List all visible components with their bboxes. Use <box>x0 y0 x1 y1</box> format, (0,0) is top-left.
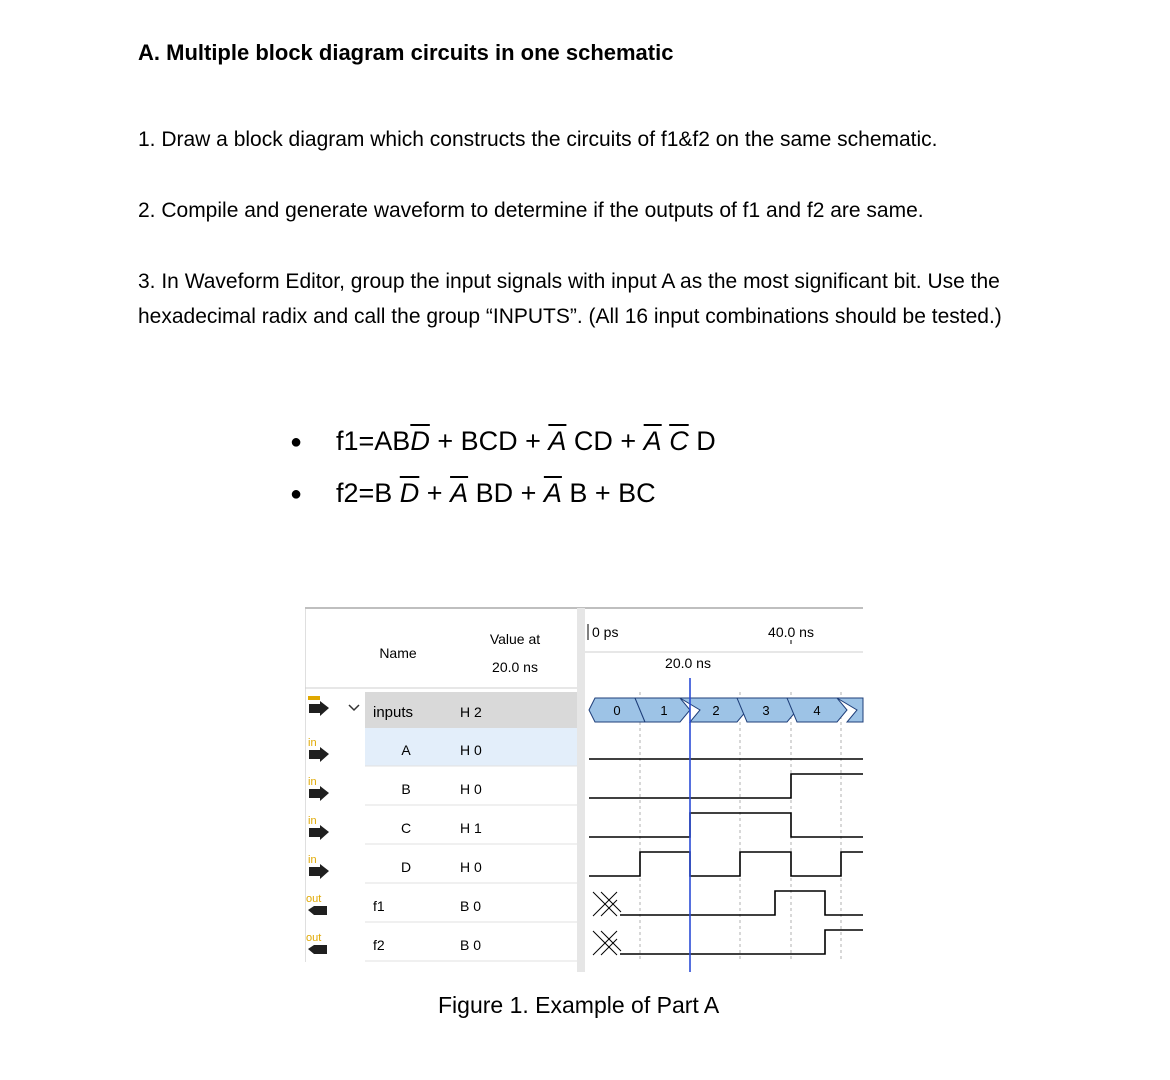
value-time-header: 20.0 ns <box>492 659 538 675</box>
formula-f2: ● f2=B $\overline{D} + \overline{A}$ BD + $\overline{A}$ B + BC <box>290 478 656 508</box>
input-pin-icon <box>308 737 329 762</box>
svg-text:out: out <box>306 893 322 905</box>
signal-name-f2: f2 <box>373 937 385 953</box>
figure-caption: Figure 1. Example of Part A <box>438 992 720 1018</box>
waveform-f1 <box>620 891 863 915</box>
waveform-c <box>589 813 863 837</box>
signal-value-f1: B 0 <box>460 898 482 914</box>
svg-text:in: in <box>308 737 317 749</box>
bus-value: 3 <box>762 703 770 718</box>
group-name: inputs <box>373 704 414 721</box>
waveform-d <box>589 852 863 876</box>
svg-text:in: in <box>308 815 317 827</box>
signal-name-f1: f1 <box>373 898 385 914</box>
task-1: 1. Draw a block diagram which constructs the circuits of f1&f2 on the same schematic. <box>138 128 938 151</box>
bus-value: 1 <box>660 703 668 718</box>
signal-value-f2: B 0 <box>460 937 482 953</box>
input-pin-icon <box>308 815 329 840</box>
waveform-b <box>589 774 863 798</box>
input-pin-icon <box>308 854 329 879</box>
time-gridlines <box>640 692 841 961</box>
formula-f1: ● $f1=AB\overline{D}$ + BCD + $\overline{A}$ CD + $\overline{A}$ $\overline{C}$ D <box>290 426 716 456</box>
group-value: H 2 <box>460 704 482 720</box>
bus-value: 2 <box>712 703 720 718</box>
waveform-editor <box>305 606 865 976</box>
signal-value-a: H 0 <box>460 742 482 758</box>
signal-name-d: D <box>400 859 412 875</box>
signal-name-a: A <box>401 742 411 758</box>
bus-value: 4 <box>813 703 821 718</box>
pane-splitter[interactable] <box>577 608 585 972</box>
output-pin-icon <box>306 932 327 954</box>
name-column-header: Name <box>379 645 417 661</box>
bullet-icon: ● <box>290 483 303 506</box>
undefined-hatch-icon <box>593 892 621 955</box>
signal-name-b: B <box>401 781 411 797</box>
time-label-0: 0 ps <box>592 624 619 640</box>
input-pin-icon <box>308 776 329 801</box>
signal-value-c: H 1 <box>460 820 482 836</box>
task-3: 3. In Waveform Editor, group the input signals with input A as the most significant bit. Use the hexadecimal radix and call the group “INPUTS”. (All 16 input combinations should be tested.) <box>138 270 1002 328</box>
inputs-bus-waveform <box>589 698 863 722</box>
task-2: 2. Compile and generate waveform to determine if the outputs of f1 and f2 are same. <box>138 199 924 222</box>
bullet-icon: ● <box>290 431 303 454</box>
signal-name-c: C <box>400 820 412 836</box>
section-heading: A. Multiple block diagram circuits in one schematic <box>138 40 674 65</box>
svg-text:in: in <box>308 854 317 866</box>
group-input-icon <box>308 696 329 716</box>
svg-text:out: out <box>306 932 322 944</box>
bus-value: 0 <box>613 703 621 718</box>
output-pin-icon <box>306 893 327 915</box>
value-at-header: Value at <box>489 631 541 647</box>
signal-value-d: H 0 <box>460 859 482 875</box>
signal-value-b: H 0 <box>460 781 482 797</box>
waveform-f2 <box>620 930 863 954</box>
time-label-20: 20.0 ns <box>665 655 711 671</box>
time-label-40: 40.0 ns <box>768 624 814 640</box>
svg-text:in: in <box>308 776 317 788</box>
chevron-down-icon[interactable] <box>349 705 359 710</box>
